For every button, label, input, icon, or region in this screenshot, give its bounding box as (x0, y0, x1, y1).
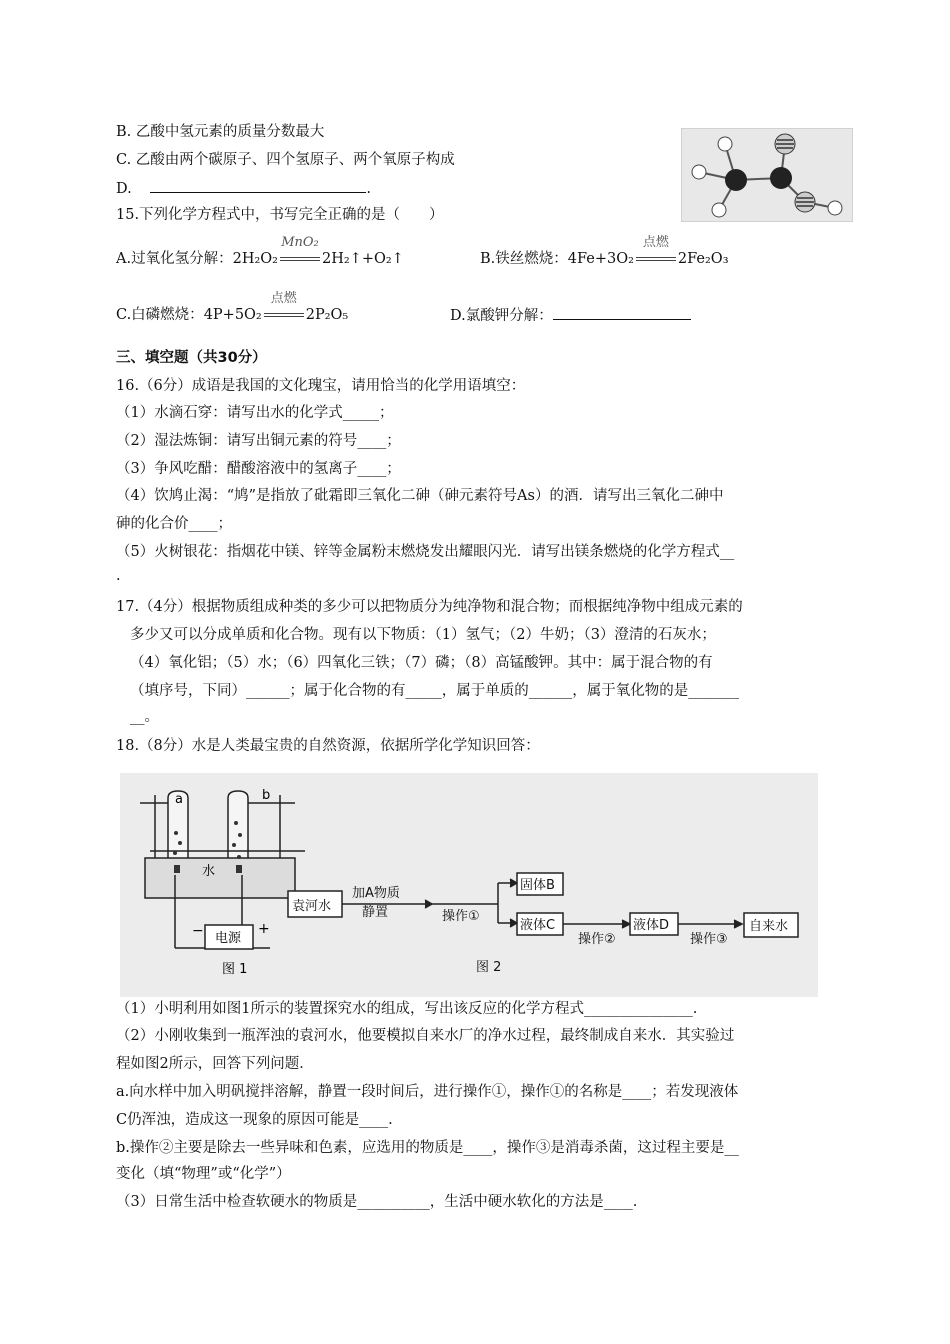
equation-right: 2Fe₂O₃ (677, 251, 729, 267)
question-15: 15.下列化学方程式中，书写完全正确的是（ ） (116, 207, 444, 223)
equation-left: 4P+5O₂ (203, 307, 262, 323)
label-a: a (175, 792, 183, 807)
operation-2-label: 操作② (578, 932, 616, 947)
option-15c (116, 291, 349, 325)
question-16-5-cont: . (116, 568, 121, 584)
settle-label: 静置 (362, 905, 389, 920)
option-15c-label: C.白磷燃烧： (116, 307, 204, 323)
label-plus: + (258, 921, 270, 937)
option-15d (450, 305, 691, 326)
question-18-b-cont: 变化（填“物理”或“化学”） (116, 1166, 291, 1182)
figure-2-caption: 图 2 (476, 960, 502, 975)
reaction-condition: 点燃 (642, 235, 669, 250)
figure-1-caption: 图 1 (222, 962, 248, 977)
reaction-condition: 点燃 (270, 291, 297, 306)
question-18-3: （3）日常生活中检查软硬水的物质是__________，生活中硬水软化的方法是____. (116, 1194, 638, 1210)
add-substance-label: 加A物质 (352, 886, 400, 901)
question-16-4: （4）饮鸠止渴：“鸠”是指放了砒霜即三氧化二砷（砷元素符号As）的酒．请写出三氧化二砷中 (116, 488, 724, 504)
question-18-a-cont: C仍浑浊，造成这一现象的原因可能是____. (116, 1112, 393, 1128)
question-18-2-cont: 程如图2所示，回答下列问题． (116, 1056, 314, 1072)
acetic-acid-molecule-image (681, 128, 853, 222)
question-18-2: （2）小刚收集到一瓶浑浊的袁河水，他要模拟自来水厂的净水过程，最终制成自来水．其实验过 (116, 1028, 735, 1044)
question-16-5: （5）火树银花：指烟花中镁、锌等金属粉末燃烧发出耀眼闪光．请写出镁条燃烧的化学方程式__ (116, 544, 735, 560)
option-b: B. 乙酸中氢元素的质量分数最大 (116, 124, 325, 140)
option-15a-label: A.过氧化氢分解： (116, 251, 233, 267)
question-18: 18.（8分）水是人类最宝贵的自然资源，依据所学化学知识回答： (116, 738, 540, 754)
reaction-condition: MnO₂ (281, 235, 319, 250)
option-d-label: D. (116, 181, 132, 197)
question-18-1: （1）小明利用如图1所示的装置探究水的组成，写出该反应的化学方程式_______________. (116, 1001, 698, 1017)
liquid-d-box: 液体D (633, 918, 670, 933)
question-17-line2: 多少又可以分成单质和化合物。现有以下物质：（1）氢气；（2）牛奶；（3）澄清的石灰水； (130, 627, 716, 643)
equation-left: 4Fe+3O₂ (567, 251, 634, 267)
answer-blank[interactable] (553, 305, 691, 320)
equation-right: 2P₂O₅ (305, 307, 349, 323)
option-15a (116, 235, 404, 269)
option-15b (480, 235, 729, 269)
question-16-2: （2）湿法炼铜：请写出铜元素的符号____； (116, 433, 401, 449)
liquid-c-box: 液体C (520, 918, 556, 933)
operation-1-label: 操作① (442, 909, 480, 924)
question-16-3: （3）争风吃醋：醋酸溶液中的氢离子____； (116, 461, 401, 477)
solid-b-box: 固体B (520, 878, 555, 893)
option-c: C. 乙酸由两个碳原子、四个氢原子、两个氧原子构成 (116, 152, 455, 168)
water-experiment-figure (120, 773, 818, 997)
question-18-a: a.向水样中加入明矾搅拌溶解，静置一段时间后，进行操作①，操作①的名称是____；若发现液体 (116, 1084, 739, 1100)
question-17-line3: （4）氧化铝；（5）水；（6）四氧化三铁；（7）磷；（8）高锰酸钾。其中：属于混合物的有 (130, 655, 713, 671)
tap-water-box: 自来水 (749, 919, 789, 934)
question-17: 17.（4分）根据物质组成种类的多少可以把物质分为纯净物和混合物；而根据纯净物中组成元素的 (116, 599, 743, 615)
answer-blank[interactable] (150, 178, 366, 193)
question-17-line5: __。 (130, 709, 159, 725)
operation-3-label: 操作③ (690, 932, 728, 947)
label-b: b (262, 788, 271, 803)
question-16-4-cont: 砷的化合价____； (116, 516, 232, 532)
power-source-label: 电源 (215, 931, 242, 946)
equation-left: 2H₂O₂ (232, 251, 278, 267)
question-17-line4: （填序号，下同）______；属于化合物的有_____，属于单质的______，属于氧化物的是_______ (130, 683, 739, 699)
equation-right: 2H₂↑+O₂↑ (321, 251, 404, 267)
section-title: 三、填空题（共30分） (116, 350, 267, 366)
option-15d-label: D.氯酸钾分解： (450, 308, 553, 324)
option-d: D. . (116, 178, 371, 199)
label-minus: − (192, 923, 204, 939)
river-water-box: 袁河水 (292, 899, 332, 914)
label-water: 水 (202, 864, 216, 879)
option-15b-label: B.铁丝燃烧： (480, 251, 568, 267)
question-16-1: （1）水滴石穿：请写出水的化学式_____； (116, 405, 394, 421)
question-16: 16.（6分）成语是我国的文化瑰宝，请用恰当的化学用语填空： (116, 378, 526, 394)
question-18-b: b.操作②主要是除去一些异味和色素，应选用的物质是____，操作③是消毒杀菌，这过程主要是__ (116, 1140, 739, 1156)
